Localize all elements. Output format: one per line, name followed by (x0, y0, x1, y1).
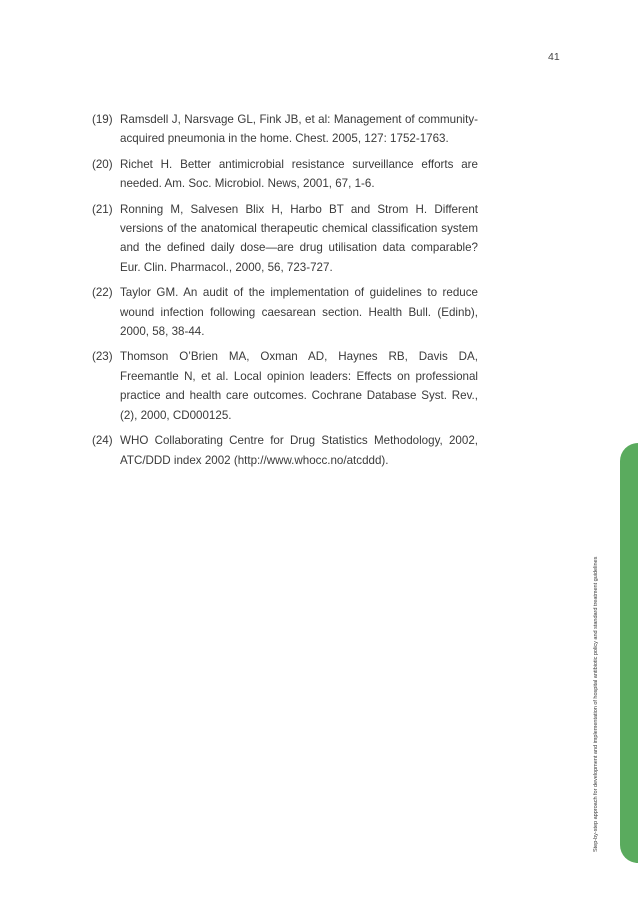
reference-number: (22) (92, 286, 113, 300)
reference-number: (23) (92, 350, 113, 364)
reference-23 (92, 347, 478, 425)
reference-number: (19) (92, 113, 113, 126)
reference-22 (92, 283, 478, 341)
reference-24 (92, 431, 478, 470)
reference-text: Richet H. Better antimicrobial resistance surveillance efforts are needed. Am. Soc. Microbiol. News, 2001, 67, 1-6. (120, 157, 478, 191)
reference-text: Ronning M, Salvesen Blix H, Harbo BT and Strom H. Different versions of the anatomical therapeutic chemical classification system and the defined daily dose—are drug utilisation data comparable? Eur. Clin. Pharmacol., 2000, 56, 723-727. (120, 202, 478, 274)
reference-number: (24) (92, 434, 113, 448)
reference-text: WHO Collaborating Centre for Drug Statistics Methodology, 2002, ATC/DDD index 2002 (http://www.whocc.no/atcddd). (120, 434, 478, 467)
reference-text: Taylor GM. An audit of the implementation of guidelines to reduce wound infection following caesarean section. Health Bull. (Edinb), 2000, 58, 38-44. (120, 286, 478, 339)
chapter-side-tab (620, 443, 638, 863)
reference-text: Ramsdell J, Narsvage GL, Fink JB, et al: Management of community-acquired pneumonia in the home. Chest. 2005, 127: 1752-1763. (120, 113, 478, 146)
running-title: Step-by-step approach for development and implementation of hospital antibiotic policy and standard treatment guidelines (593, 556, 599, 852)
reference-number: (20) (92, 157, 113, 171)
reference-21 (92, 200, 478, 278)
page-number: 41 (548, 51, 560, 63)
reference-list (92, 110, 478, 476)
reference-number: (21) (92, 202, 113, 216)
reference-19 (92, 110, 478, 149)
reference-20 (92, 155, 478, 194)
reference-text: Thomson O’Brien MA, Oxman AD, Haynes RB, Davis DA, Freemantle N, et al. Local opinion leaders: Effects on professional practice and health care outcomes. Cochrane Database Syst. Rev., (2), 2000, CD000125. (120, 350, 478, 422)
